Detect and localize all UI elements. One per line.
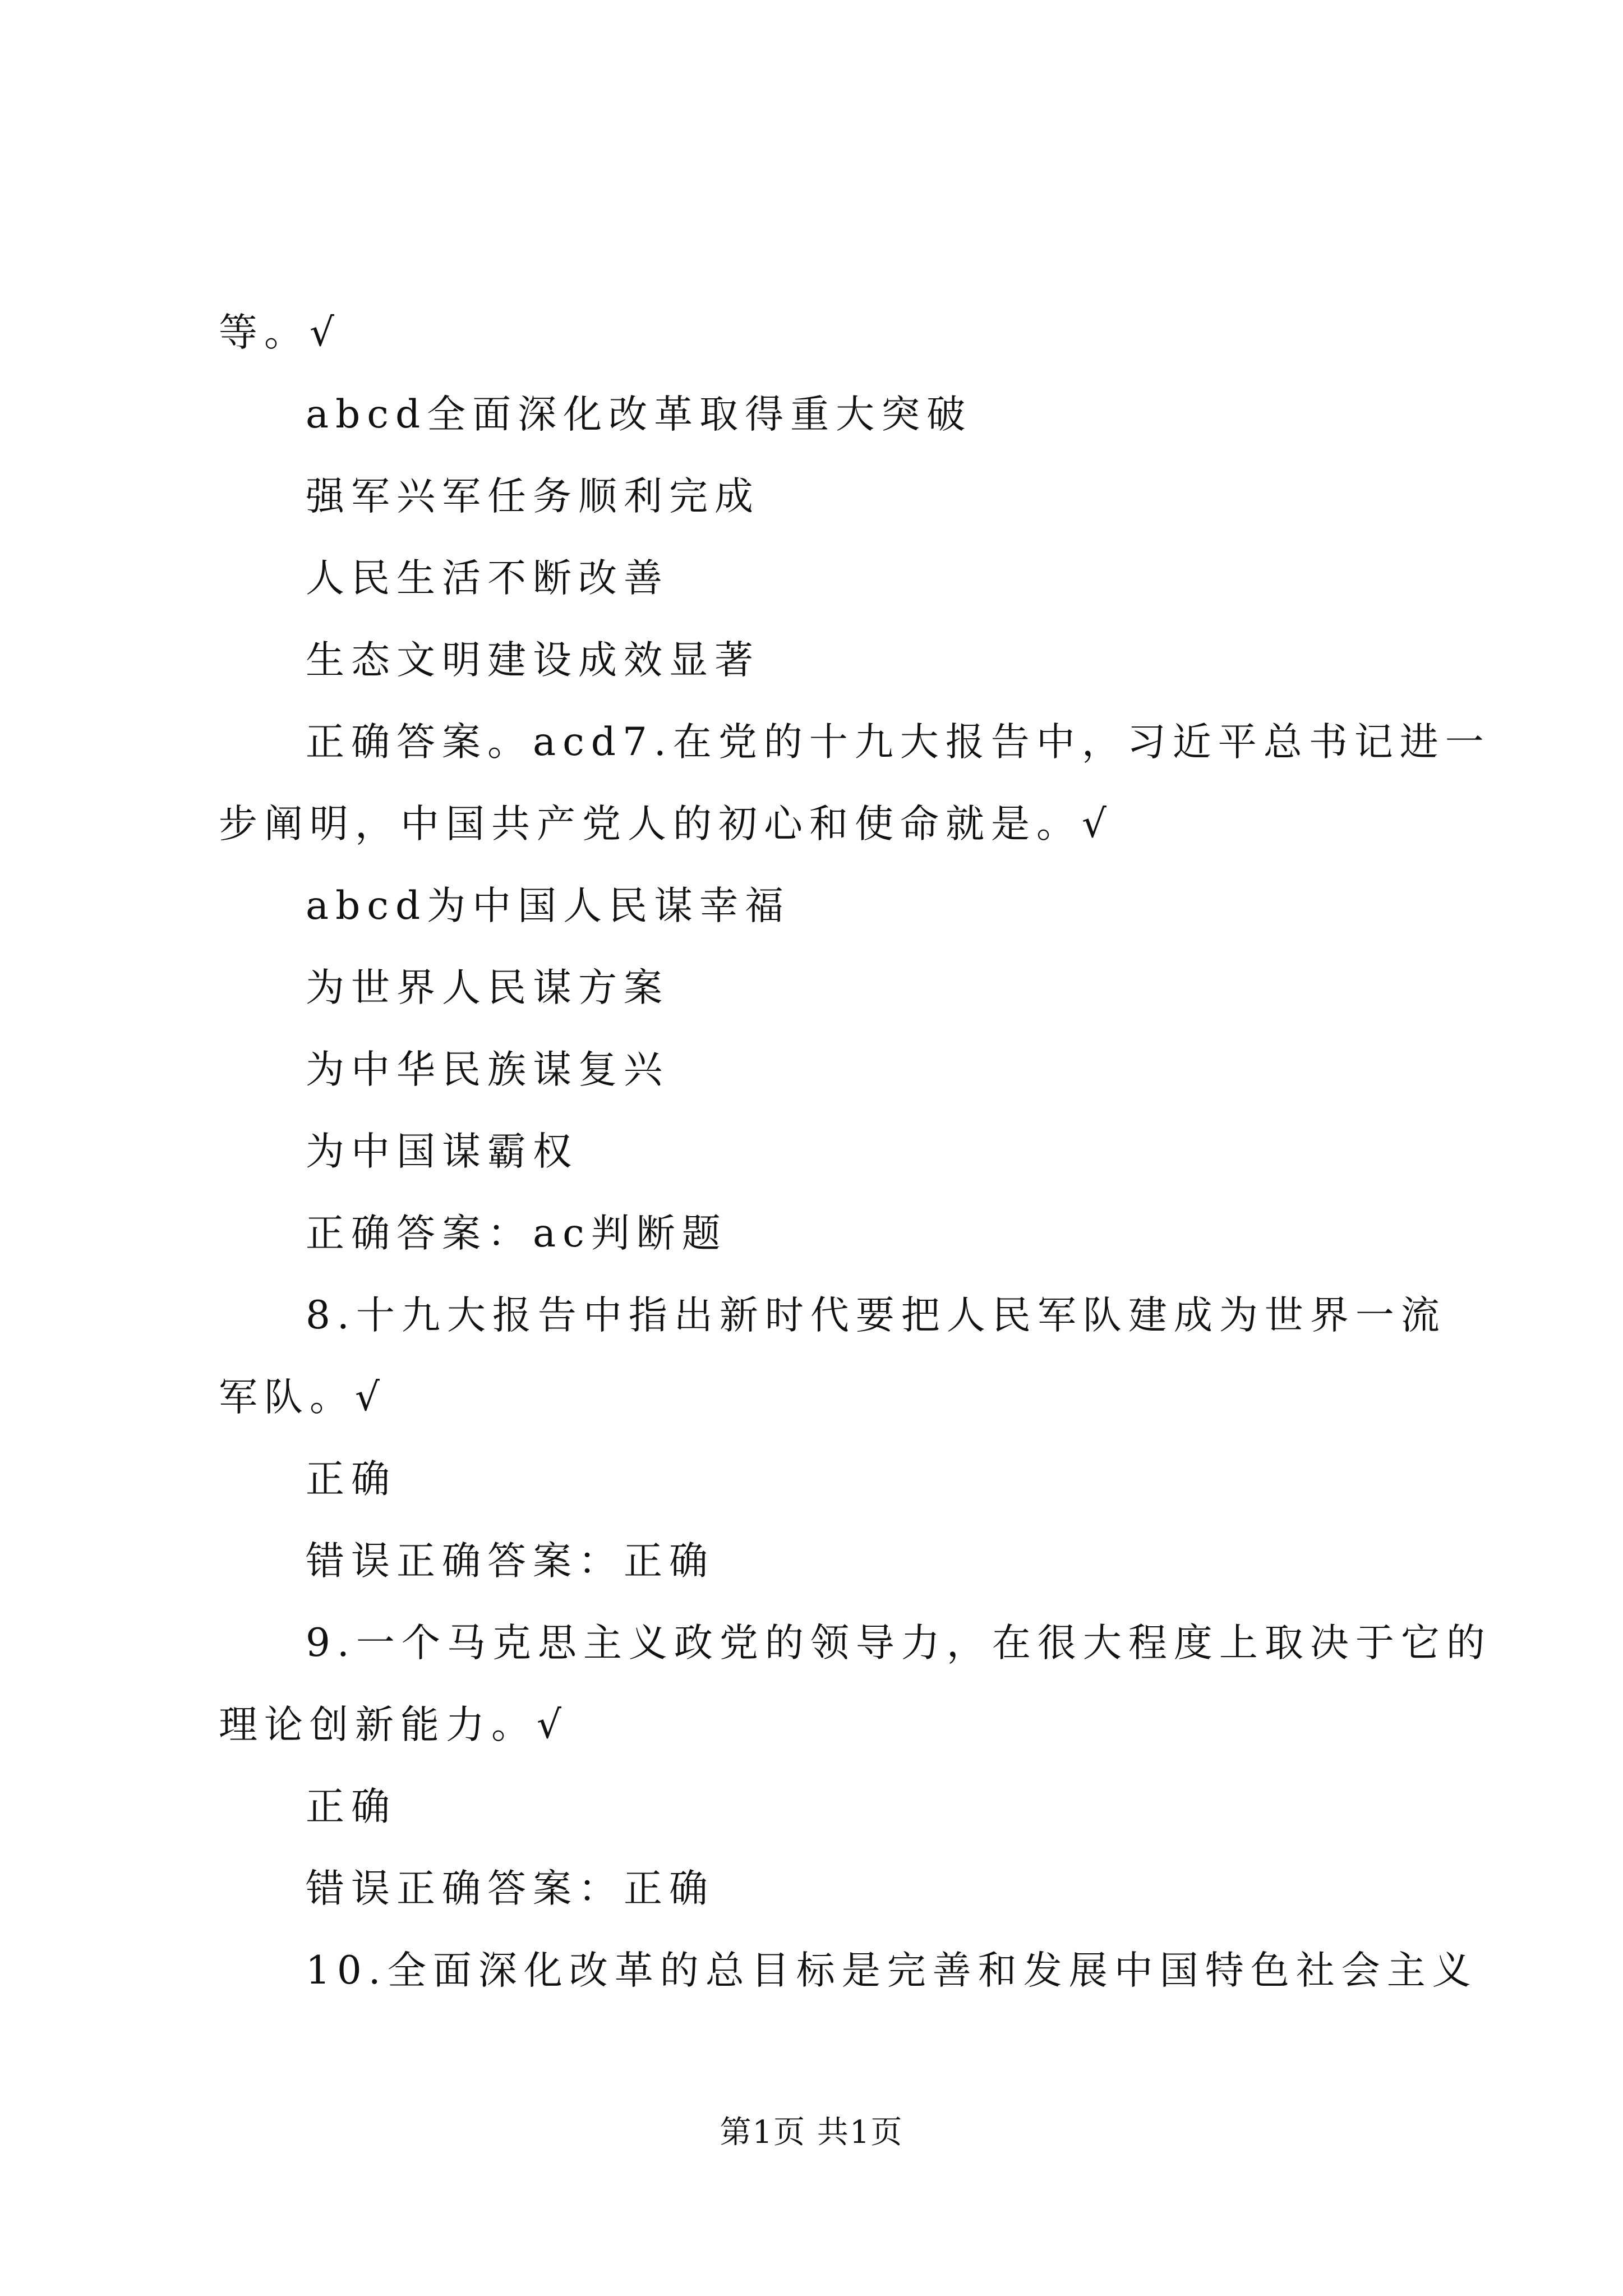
answer-option: 强军兴军任务顺利完成 xyxy=(306,474,760,519)
answer-option: abcd全面深化改革取得重大突破 xyxy=(306,392,972,437)
question-line: 9.一个马克思主义政党的领导力，在很大程度上取决于它的 xyxy=(306,1621,1492,1665)
correct-answer: 错误正确答案：正确 xyxy=(306,1866,714,1911)
page-footer: 第1页 共1页 xyxy=(720,2114,903,2151)
correct-answer: 正确答案：ac判断题 xyxy=(306,1211,727,1256)
correct-answer: 错误正确答案：正确 xyxy=(306,1539,714,1584)
document-body xyxy=(219,292,1492,2012)
question-line: 理论创新能力。√ xyxy=(219,1703,568,1747)
question-line: 步阐明，中国共产党人的初心和使命就是。√ xyxy=(219,802,1113,846)
answer-option: 人民生活不断改善 xyxy=(306,556,669,601)
text-line: 等。√ xyxy=(219,310,341,355)
question-line: 8.十九大报告中指出新时代要把人民军队建成为世界一流 xyxy=(306,1293,1446,1338)
answer-option: abcd为中国人民谋幸福 xyxy=(306,884,791,928)
question-line: 军队。√ xyxy=(219,1375,386,1420)
question-line: 10.全面深化改革的总目标是完善和发展中国特色社会主义 xyxy=(306,1948,1478,1993)
answer-option: 为中华民族谋复兴 xyxy=(306,1047,669,1092)
answer-option: 生态文明建设成效显著 xyxy=(306,638,760,683)
question-line: 正确答案。acd7.在党的十九大报告中，习近平总书记进一 xyxy=(306,720,1491,765)
answer-option: 为世界人民谋方案 xyxy=(306,965,669,1010)
answer-option: 正确 xyxy=(306,1784,396,1829)
answer-option: 为中国谋霸权 xyxy=(306,1129,578,1174)
answer-option: 正确 xyxy=(306,1457,396,1502)
